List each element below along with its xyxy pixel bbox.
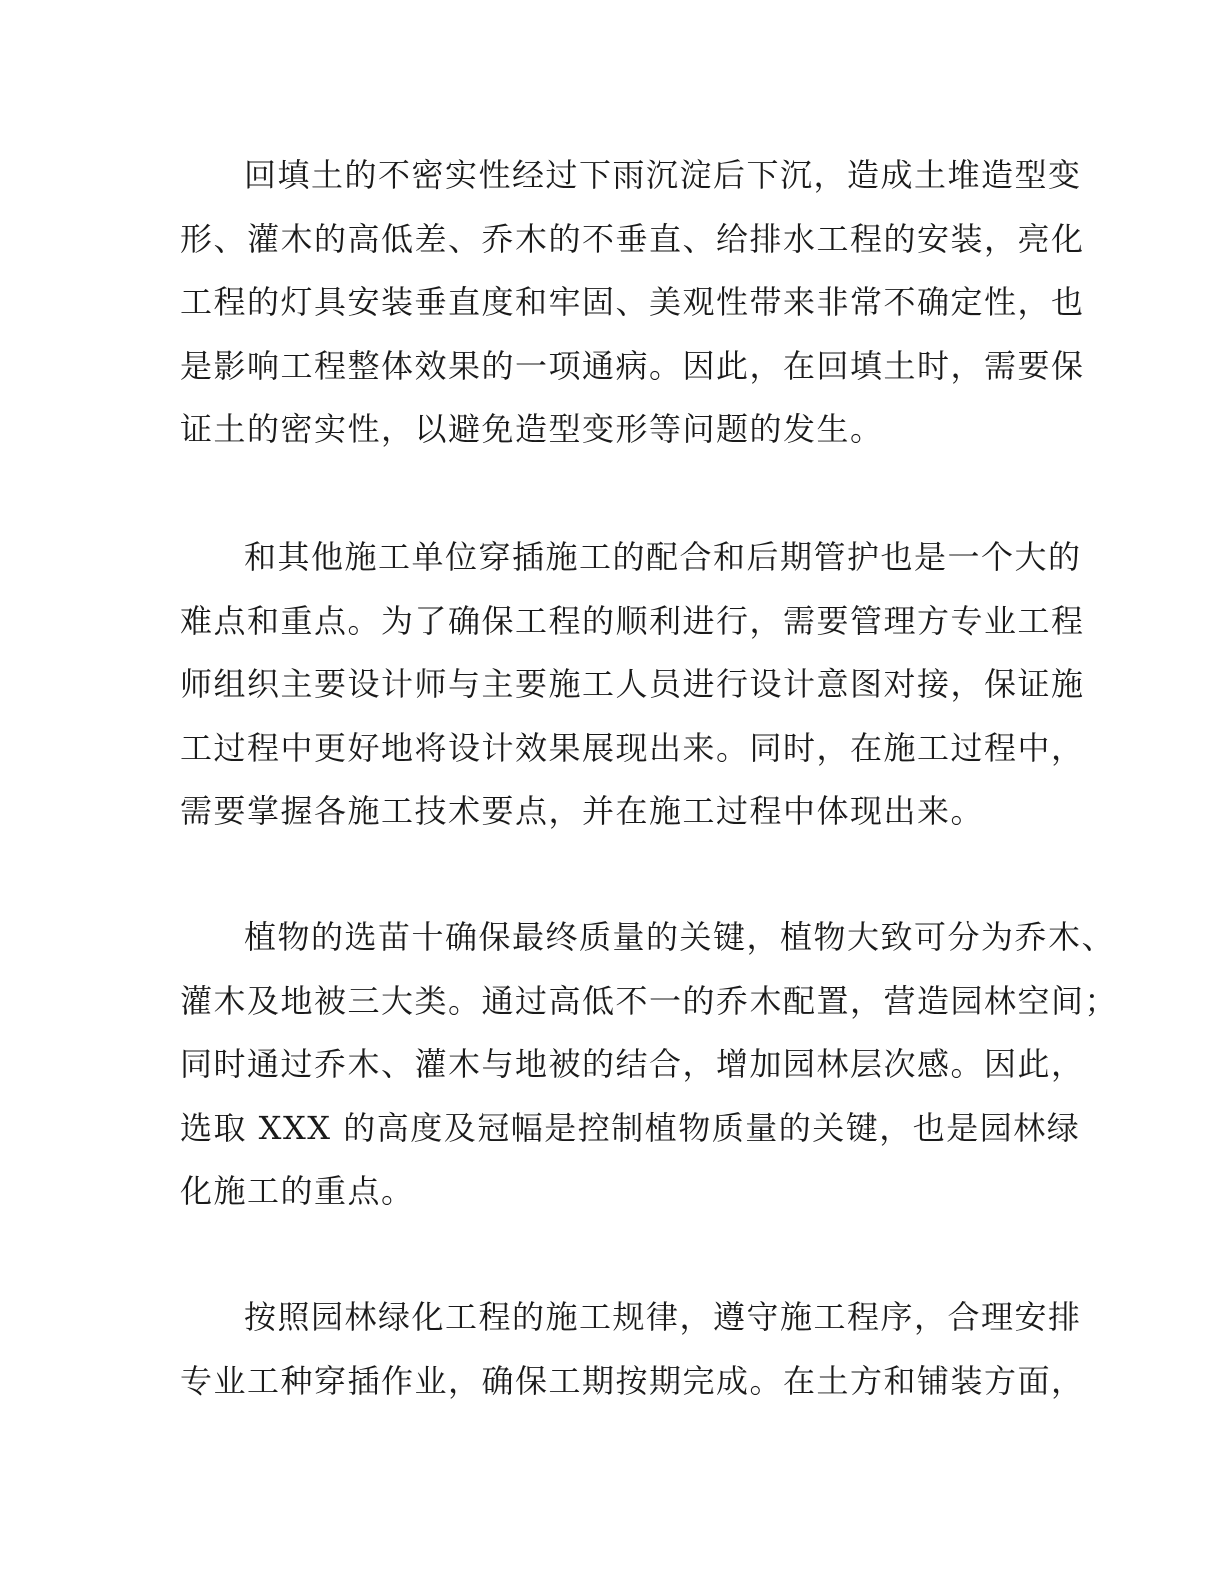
paragraph-construction-coordination <box>180 526 1085 844</box>
paragraph-backfill-compaction <box>180 144 1085 462</box>
paragraph-line: 难点和重点。为了确保工程的顺利进行，需要管理方专业工程 <box>180 601 1085 640</box>
paragraph-line: 是影响工程整体效果的一项通病。因此，在回填土时，需要保 <box>180 346 1085 385</box>
paragraph-line: 植物的选苗十确保最终质量的关键，植物大致可分为乔木、 <box>244 918 1116 956</box>
paragraph-line: 工程的灯具安装垂直度和牢固、美观性带来非常不确定性，也 <box>180 283 1085 321</box>
paragraph-line: 化施工的重点。 <box>180 1172 415 1210</box>
paragraph-line: 形、灌木的高低差、乔木的不垂直、给排水工程的安装，亮化 <box>180 219 1085 258</box>
paragraph-line: 回填土的不密实性经过下雨沉淀后下沉，造成土堆造型变 <box>244 156 1082 194</box>
paragraph-line: 和其他施工单位穿插施工的配合和后期管护也是一个大的 <box>244 538 1082 576</box>
paragraph-line: 证土的密实性，以避免造型变形等问题的发生。 <box>180 410 884 448</box>
paragraph-plant-selection <box>180 906 1119 1224</box>
paragraph-line: 师组织主要设计师与主要施工人员进行设计意图对接，保证施 <box>180 665 1085 703</box>
paragraph-line: 按照园林绿化工程的施工规律，遵守施工程序，合理安排 <box>244 1298 1082 1336</box>
paragraph-line: 工过程中更好地将设计效果展现出来。同时，在施工过程中， <box>180 728 1085 767</box>
paragraph-construction-schedule <box>180 1286 1085 1413</box>
paragraph-line: 同时通过乔木、灌木与地被的结合，增加园林层次感。因此， <box>180 1045 1085 1083</box>
paragraph-line: 需要掌握各施工技术要点，并在施工过程中体现出来。 <box>180 792 985 830</box>
paragraph-line: 选取 XXX 的高度及冠幅是控制植物质量的关键，也是园林绿 <box>180 1108 1081 1147</box>
paragraph-line: 专业工种穿插作业，确保工期按期完成。在土方和铺装方面， <box>180 1361 1085 1400</box>
paragraph-line: 灌木及地被三大类。通过高低不一的乔木配置，营造园林空间； <box>180 981 1119 1020</box>
